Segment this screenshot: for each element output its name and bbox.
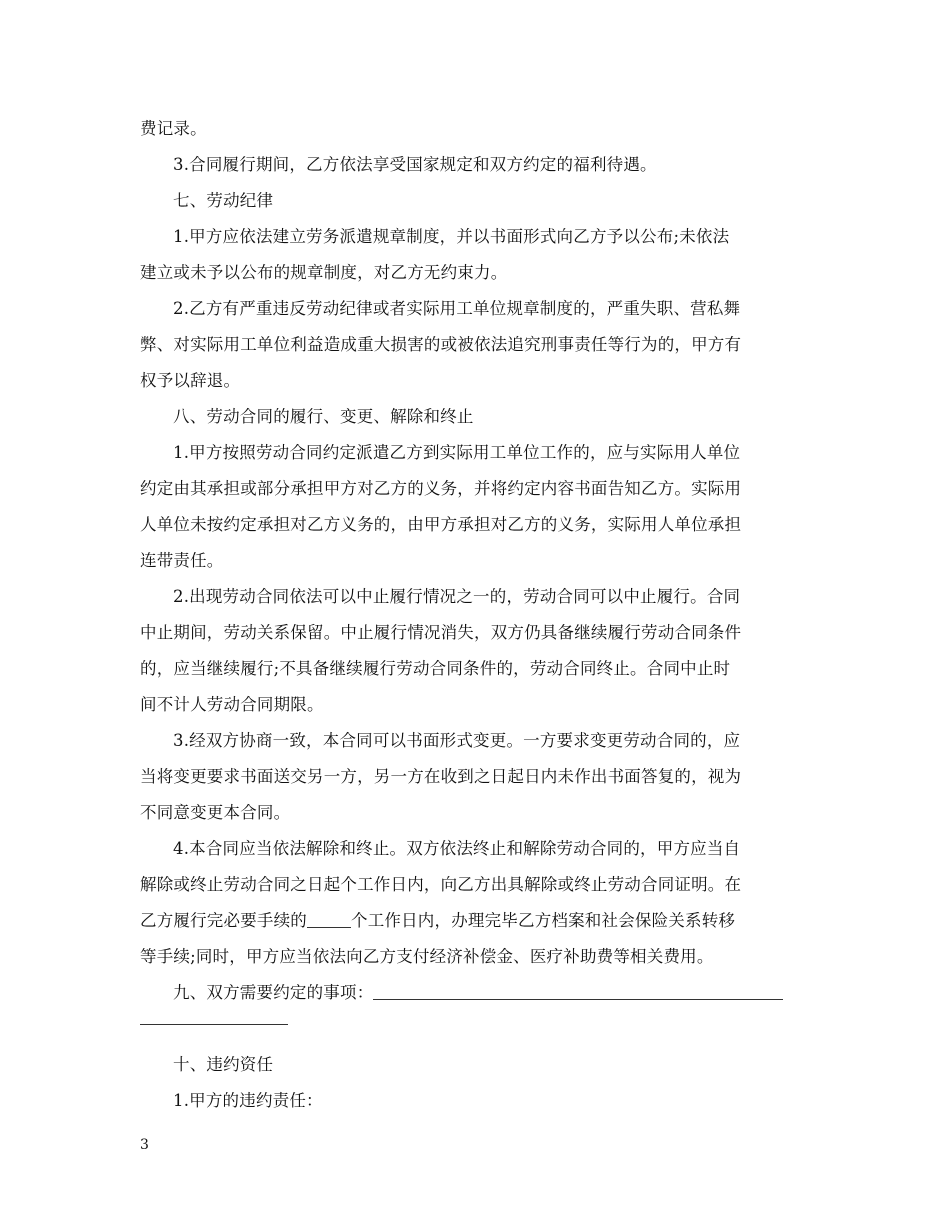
section-heading-with-blank [140, 975, 812, 1011]
text-line: 1.甲方的违约责任： [173, 1091, 323, 1110]
section-heading: 八、劳动合同的履行、变更、解除和终止 [173, 407, 474, 426]
text-line: 间不计人劳动合同期限。 [140, 695, 324, 714]
text-line: 1.甲方应依法建立劳务派遣规章制度，并以书面形式向乙方予以公布;未依法 [173, 227, 730, 246]
text-line: 2.乙方有严重违反劳动纪律或者实际用工单位规章制度的，严重失职、营私舞 [173, 299, 741, 318]
fill-in-blank [307, 909, 351, 928]
text-line: 中止期间，劳动关系保留。中止履行情况消失，双方仍具备继续履行劳动合同条件 [140, 623, 742, 642]
blank-continuation-line [140, 1011, 812, 1047]
text-line-with-blank [140, 903, 812, 939]
document-body [140, 111, 812, 1119]
text-line: 约定由其承担或部分承担甲方对乙方的义务，并将约定内容书面告知乙方。实际用 [140, 479, 742, 498]
text-line: 2.出现劳动合同依法可以中止履行情况之一的，劳动合同可以中止履行。合同 [173, 587, 741, 606]
fill-in-blank [140, 1011, 288, 1025]
text-line: 费记录。 [140, 119, 207, 138]
page-number: 3 [140, 1137, 149, 1153]
text-line: 弊、对实际用工单位利益造成重大损害的或被依法追究刑事责任等行为的，甲方有 [140, 335, 742, 354]
text-line: 连带责任。 [140, 551, 224, 570]
text-line: 4.本合同应当依法解除和终止。双方依法终止和解除劳动合同的，甲方应当自 [173, 839, 741, 858]
text-line: 1.甲方按照劳动合同约定派遣乙方到实际用工单位工作的，应与实际用人单位 [173, 443, 741, 462]
text-line: 3.合同履行期间，乙方依法享受国家规定和双方约定的福利待遇。 [173, 155, 657, 174]
section-heading: 七、劳动纪律 [173, 191, 274, 210]
text-line: 不同意变更本合同。 [140, 803, 291, 822]
text-line: 等手续;同时，甲方应当依法向乙方支付经济补偿金、医疗补助费等相关费用。 [140, 947, 714, 966]
text-line: 的，应当继续履行;不具备继续履行劳动合同条件的，劳动合同终止。合同中止时 [140, 659, 731, 678]
fill-in-blank [373, 981, 783, 1000]
section-heading: 十、违约资任 [173, 1055, 274, 1074]
text-line: 建立或未予以公布的规章制度，对乙方无约束力。 [140, 263, 508, 282]
text-segment: 乙方履行完必要手续的 [140, 911, 307, 930]
text-line: 解除或终止劳动合同之日起个工作日内，向乙方出具解除或终止劳动合同证明。在 [140, 875, 742, 894]
text-line: 人单位未按约定承担对乙方义务的，由甲方承担对乙方的义务，实际用人单位承担 [140, 515, 742, 534]
text-line: 当将变更要求书面送交另一方，另一方在收到之日起日内未作出书面答复的，视为 [140, 767, 742, 786]
text-segment: 九、双方需要约定的事项： [173, 983, 374, 1002]
text-line: 3.经双方协商一致，本合同可以书面形式变更。一方要求变更劳动合同的，应 [173, 731, 741, 750]
text-line: 权予以辞退。 [140, 371, 241, 390]
text-segment: 个工作日内，办理完毕乙方档案和社会保险关系转移 [351, 911, 736, 930]
